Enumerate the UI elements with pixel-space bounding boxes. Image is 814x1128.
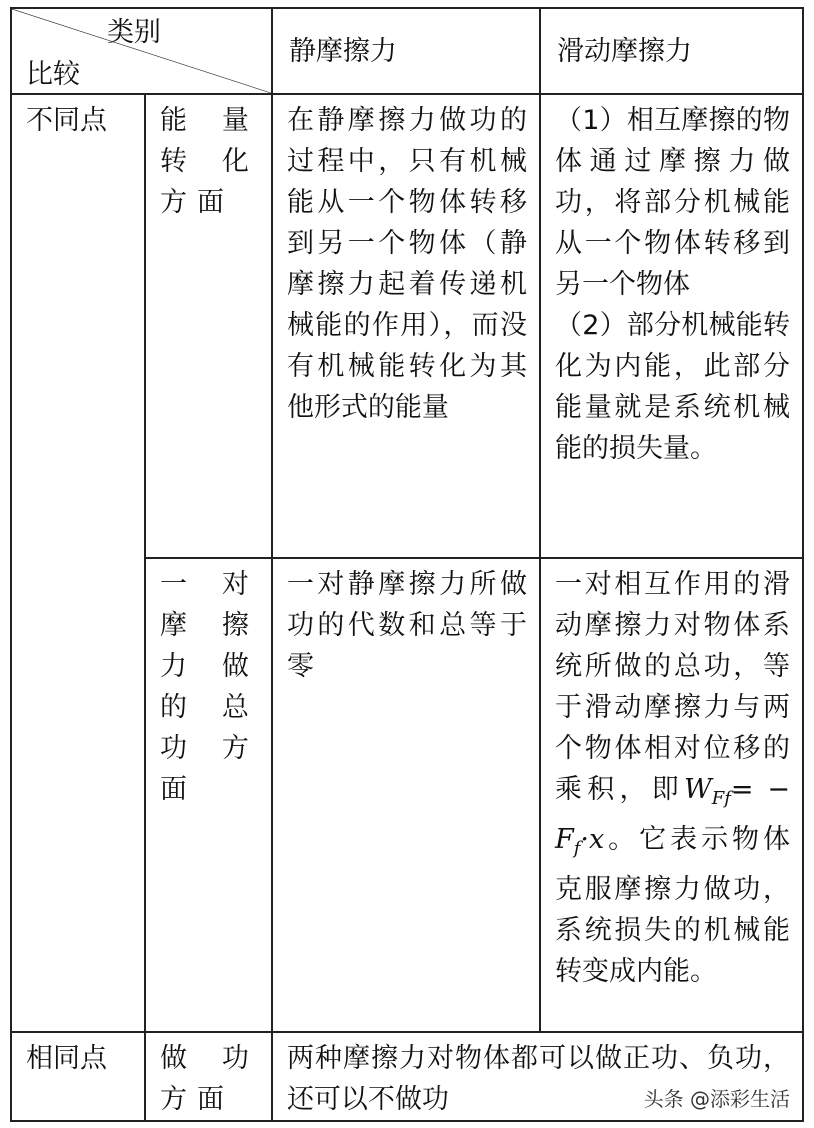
watermark: 头条 @添彩生活 <box>640 1083 794 1112</box>
differences-label: 不同点 <box>11 94 145 1032</box>
total-work-aspect: 一对摩擦力做的总功方面 <box>145 558 272 1032</box>
header-row <box>11 8 803 94</box>
formula-f: F <box>554 824 574 855</box>
energy-sliding-point-1: （1）相互摩擦的物体通过摩擦力做功，将部分机械能从一个物体转移到另一个物体 <box>554 105 790 300</box>
formula-w: W <box>683 774 712 805</box>
work-common: 两种摩擦力对物体都可以做正功、负功，还可以不做功 <box>272 1032 803 1121</box>
diagonal-header-cell <box>11 8 272 94</box>
friction-comparison-table <box>10 7 804 1122</box>
row-energy <box>11 94 803 558</box>
energy-aspect: 能量转化方面 <box>145 94 272 558</box>
energy-sliding <box>540 94 803 558</box>
formula-f-subscript: f <box>573 838 581 859</box>
category-label: 类别 <box>106 17 161 48</box>
comparison-label: 比较 <box>26 59 80 90</box>
similarities-label: 相同点 <box>11 1032 145 1121</box>
total-work-sliding-conclusion: 。它表示物体克服摩擦力做功，系统损失的机械能转变成内能。 <box>554 824 790 987</box>
total-work-static: 一对静摩擦力所做功的代数和总等于零 <box>272 558 540 1032</box>
header-static-friction: 静摩擦力 <box>272 8 540 94</box>
total-work-sliding-text: 一对相互作用的滑动摩擦力对物体系统所做的总功，等于滑动摩擦力与两个物体相对位移的乘积，即 <box>554 569 790 805</box>
header-sliding-friction: 滑动摩擦力 <box>540 8 803 94</box>
total-work-sliding <box>540 558 803 1032</box>
energy-sliding-point-2: （2）部分机械能转化为内能，此部分能量就是系统机械能的损失量。 <box>554 310 790 464</box>
formula-w-subscript: Ff <box>711 788 731 809</box>
formula-equals: = − <box>730 774 790 805</box>
energy-static: 在静摩擦力做功的过程中，只有机械能从一个物体转移到另一个物体（静摩擦力起着传递机械能的作用），而没有机械能转化为其他形式的能量 <box>272 94 540 558</box>
formula-x: ·x <box>580 824 605 855</box>
work-aspect: 做功方面 <box>145 1032 272 1121</box>
